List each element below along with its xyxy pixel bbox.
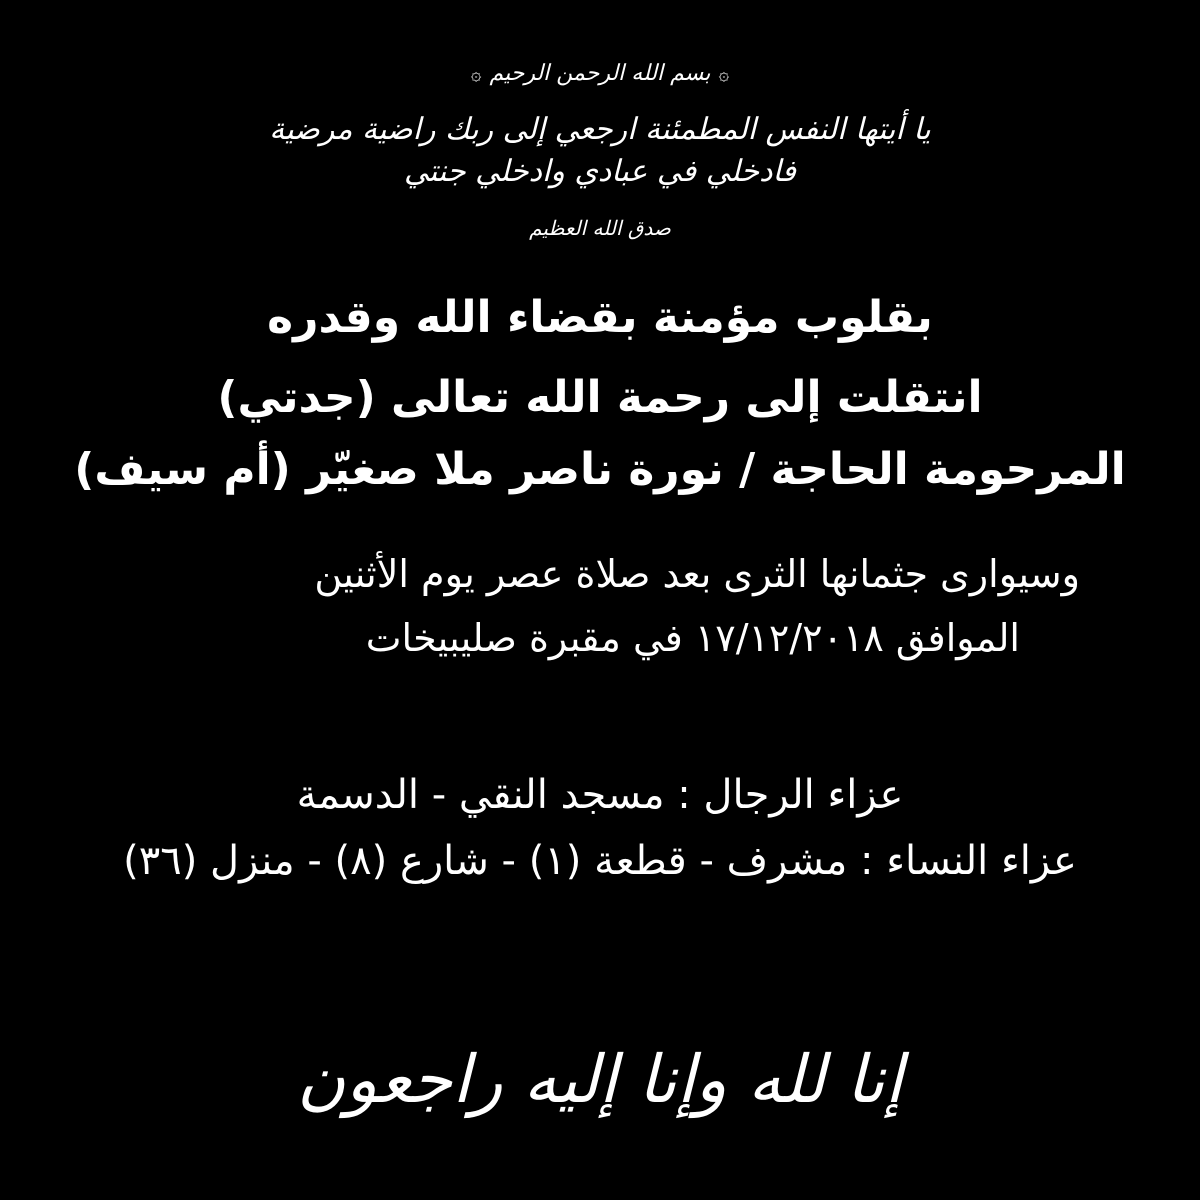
- ornament-icon: ۞: [470, 64, 482, 85]
- quran-verse-line-2: فادخلي في عبادي وادخلي جنتي: [403, 154, 797, 189]
- ornament-icon: ۞: [718, 64, 730, 85]
- burial-line-1: وسيوارى جثمانها الثرى بعد صلاة عصر يوم الأثنين: [314, 552, 1080, 596]
- basmala-line: [0, 54, 1200, 95]
- announcement-line-2: انتقلت إلى رحمة الله تعالى (جدتي): [217, 372, 983, 423]
- men-condolence: عزاء الرجال : مسجد النقي - الدسمة: [296, 772, 904, 818]
- women-condolence: عزاء النساء : مشرف - قطعة (١) - شارع (٨) - منزل (٣٦): [123, 838, 1077, 884]
- closing-calligraphy: إنا لله وإنا إليه راجعون: [297, 1041, 903, 1118]
- quran-verse-line-1: يا أيتها النفس المطمئنة ارجعي إلى ربك راضية مرضية: [269, 112, 931, 147]
- verse-closing: صدق الله العظيم: [529, 216, 671, 240]
- basmala-text: بسم الله الرحمن الرحيم: [489, 61, 711, 86]
- announcement-line-1: بقلوب مؤمنة بقضاء الله وقدره: [267, 292, 933, 343]
- deceased-name-line: المرحومة الحاجة / نورة ناصر ملا صغيّر (أم سيف): [74, 444, 1126, 495]
- burial-date-location: الموافق ١٧/١٢/٢٠١٨ في مقبرة صليبيخات: [365, 616, 1020, 660]
